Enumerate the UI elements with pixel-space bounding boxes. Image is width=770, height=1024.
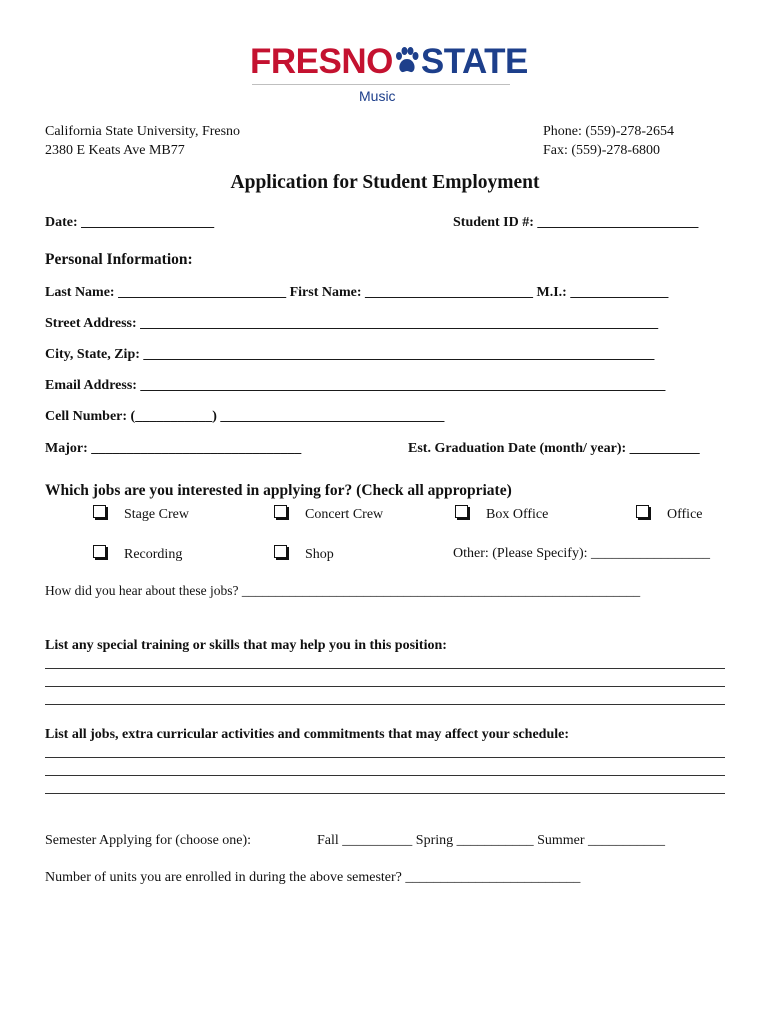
job-option-stage-crew[interactable] <box>93 505 189 523</box>
job-option-office[interactable] <box>636 505 703 523</box>
job-option-concert-crew[interactable] <box>274 505 383 523</box>
checkbox-icon[interactable] <box>636 505 649 518</box>
checkbox-icon[interactable] <box>274 505 287 518</box>
job-label: Office <box>667 507 703 522</box>
job-option-recording[interactable] <box>93 545 182 563</box>
activities-answer-line-2[interactable] <box>45 775 725 776</box>
street-address-field[interactable]: Street Address: __________________________________________________________________________ <box>45 316 659 331</box>
skills-heading: List any special training or skills that may help you in this position: <box>45 638 447 653</box>
job-label: Shop <box>305 547 334 562</box>
activities-answer-line-3[interactable] <box>45 793 725 794</box>
semester-label: Semester Applying for (choose one): <box>45 833 252 848</box>
form-title: Application for Student Employment <box>230 172 540 193</box>
paw-icon <box>394 46 420 81</box>
logo-subtitle: Music <box>359 88 396 104</box>
skills-answer-line-3[interactable] <box>45 704 725 705</box>
semester-options-field[interactable]: Fall __________ Spring ___________ Summer ___________ <box>317 833 666 848</box>
skills-answer-line-1[interactable] <box>45 668 725 669</box>
city-state-zip-field[interactable]: City, State, Zip: _________________________________________________________________________ <box>45 347 655 362</box>
logo-text-fresno: FRESNO <box>250 42 393 81</box>
cell-number-field[interactable]: Cell Number: (___________) ________________________________ <box>45 409 445 424</box>
jobs-question: Which jobs are you interested in applying for? (Check all appropriate) <box>45 482 512 499</box>
job-label: Box Office <box>486 507 549 522</box>
phone-number: Phone: (559)-278-2654 <box>543 124 675 139</box>
activities-answer-line-1[interactable] <box>45 757 725 758</box>
personal-info-heading: Personal Information: <box>45 251 193 268</box>
referral-source-field[interactable]: How did you hear about these jobs? ___________________________________________________________ <box>45 583 641 598</box>
activities-heading: List all jobs, extra curricular activities and commitments that may affect your schedule: <box>45 727 570 742</box>
logo-underline <box>252 84 510 85</box>
job-label: Stage Crew <box>124 507 189 522</box>
institution-name: California State University, Fresno <box>45 124 241 139</box>
checkbox-icon[interactable] <box>455 505 468 518</box>
job-label: Concert Crew <box>305 507 384 522</box>
institution-address: 2380 E Keats Ave MB77 <box>45 143 185 158</box>
logo-text-state: STATE <box>420 42 528 81</box>
date-field[interactable]: Date: ___________________ <box>45 215 215 230</box>
major-field[interactable]: Major: ______________________________ <box>45 441 302 456</box>
checkbox-icon[interactable] <box>93 505 106 518</box>
skills-answer-line-2[interactable] <box>45 686 725 687</box>
checkbox-icon[interactable] <box>93 545 106 558</box>
graduation-date-field[interactable]: Est. Graduation Date (month/ year): __________ <box>408 441 700 456</box>
job-label: Recording <box>124 547 183 562</box>
name-fields[interactable]: Last Name: ________________________ First Name: ________________________ M.I.: ______________ <box>45 285 669 300</box>
fax-number: Fax: (559)-278-6800 <box>543 143 661 158</box>
job-option-other-field[interactable]: Other: (Please Specify): _________________ <box>453 546 711 561</box>
email-address-field[interactable]: Email Address: ___________________________________________________________________________ <box>45 378 666 393</box>
checkbox-icon[interactable] <box>274 545 287 558</box>
job-option-box-office[interactable] <box>455 505 548 523</box>
job-option-shop[interactable] <box>274 545 334 563</box>
student-id-field[interactable]: Student ID #: _______________________ <box>453 215 699 230</box>
units-enrolled-field[interactable]: Number of units you are enrolled in during the above semester? _________________________ <box>45 870 581 885</box>
logo <box>250 42 528 86</box>
